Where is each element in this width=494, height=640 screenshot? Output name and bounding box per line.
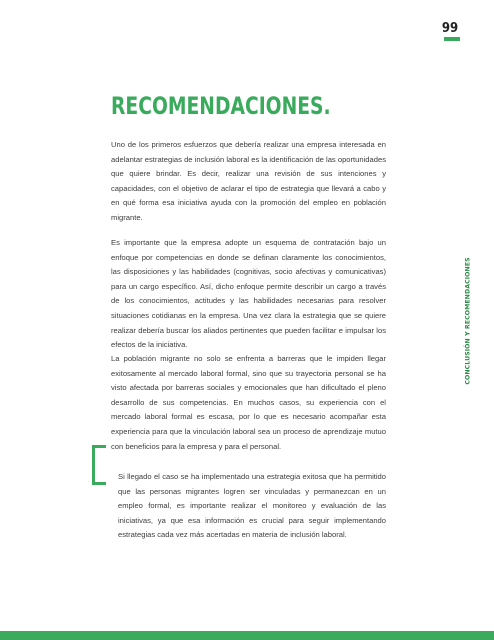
paragraph-2: Es importante que la empresa adopte un esquema de contratación bajo un enfoque por competencias en donde se definan claramente los conocimientos, las disposiciones y las habilidades (cognitivas, socio afectivas y comunicativas) para un cargo específico. Así, dicho enfoque permite describir un cargo a través de los conocimientos, actitudes y las habilidades necesarias para resolver situaciones cotidianas en la empresa. Una vez clara la estrategia que se quiere realizar debería buscar los aliados pertinentes que pueden facilitar e impulsar los efectos de la iniciativa. [111, 238, 386, 350]
section-title: RECOMENDACIONES. [111, 92, 331, 120]
page-number: 99 [441, 21, 459, 36]
page-number-underline [444, 37, 460, 41]
footer-bar [0, 631, 494, 640]
paragraph-3: La población migrante no solo se enfrenta a barreras que le impiden llegar exitosamente al mercado laboral formal, sino que su trayectoria personal se ha visto afectada por barreras sociales y emocionales que han dificultado el pleno desarrollo de sus competencias. En muchos casos, su experiencia con el mercado laboral formal es escasa, por lo que es necesario acompañar esta experiencia para que la vinculación laboral sea un proceso de aprendizaje mutuo con beneficios para la empresa y para el personal. [111, 354, 386, 451]
side-section-label [461, 257, 475, 385]
highlighted-quote: Si llegado el caso se ha implementado una estrategia exitosa que ha permitido que las personas migrantes logren ser vinculadas y permanezcan en un empleo formal, es importante realizar el monitoreo y evaluación de las iniciativas, ya que esa información es crucial para seguir implementando estrategias cada vez más acertadas en materia de inclusión laboral. [118, 472, 386, 540]
side-section-label-text: CONCLUSIÓN Y RECOMENDACIONES [464, 257, 472, 385]
quote-bracket [92, 445, 106, 485]
paragraph-1: Uno de los primeros esfuerzos que debería realizar una empresa interesada en adelantar estrategias de inclusión laboral es la identificación de las oportunidades que quiere brindar. Es decir, realizar una revisión de sus intenciones y capacidades, con el objetivo de aclarar el tipo de estrategia que llevará a cabo y en qué forma esa iniciativa ayuda con la promoción del empleo en población migrante. [111, 140, 386, 222]
